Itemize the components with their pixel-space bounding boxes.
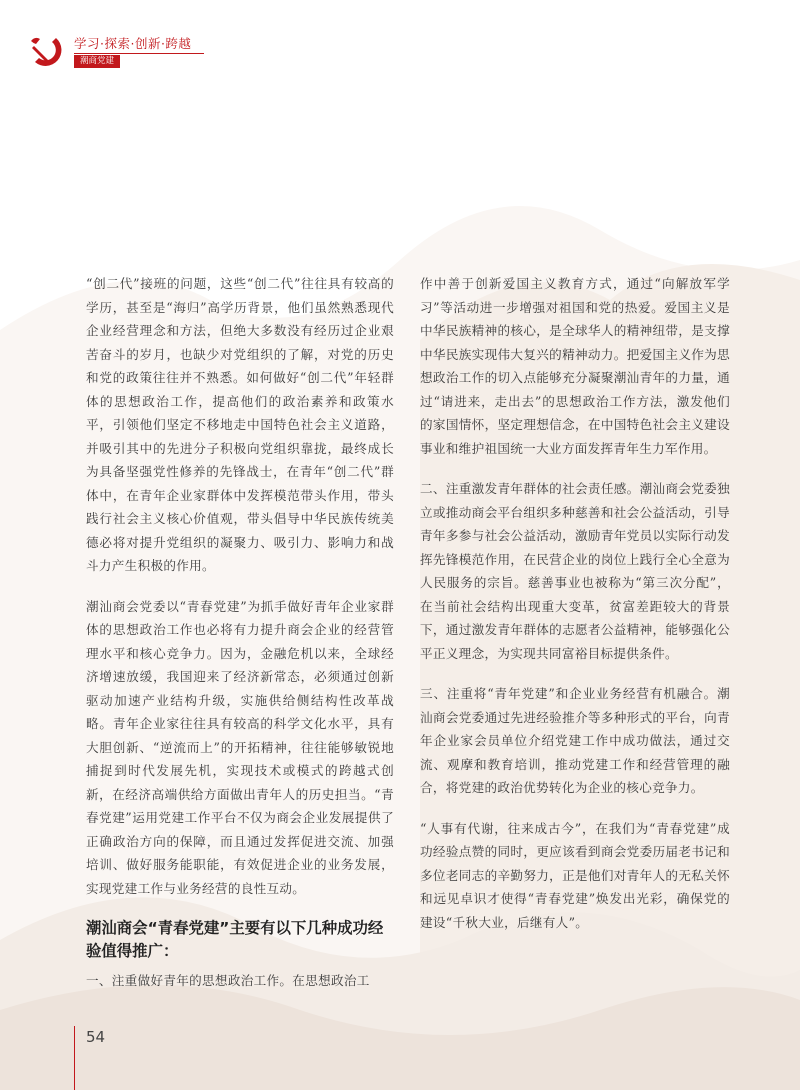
party-emblem-icon — [26, 32, 66, 72]
section-tag: 潮商党建 — [74, 55, 120, 68]
header-divider — [74, 53, 204, 54]
section-subheading: 潮汕商会“青春党建”主要有以下几种成功经验值得推广： — [86, 919, 384, 960]
body-paragraph: “人事有代谢，往来成古今”，在我们为“青春党建”成功经验点赞的同时，更应该看到商会党委历届老书记和多位老同志的辛勤努力，正是他们对青年人的无私关怀和远见卓识才使得“青春党建”焕发出光彩，确保党的建设“千秋大业，后继有人”。 — [420, 820, 730, 930]
page-header — [0, 0, 800, 70]
footer-divider — [74, 1026, 75, 1090]
body-paragraph: 潮汕商会党委以“青春党建”为抓手做好青年企业家群体的思想政治工作也必将有力提升商会企业的经营管理水平和核心竞争力。因为，金融危机以来，全球经济增速放缓，我国迎来了经济新常态，必须通过创新驱动加速产业结构升级，实施供给侧结构性改革战略。青年企业家往往具有较高的科学文化水平，具有大胆创新、“逆流而上”的开拓精神，往往能够敏锐地捕捉到时代发展先机，实现技术或模式的跨越式创新，在经济高端供给方面做出青年人的历史担当。“青春党建”运用党建工作平台不仅为商会企业发展提供了正确政治方向的保障，而且通过发挥促进交流、加强培训、做好服务能职能，有效促进企业的业务发展，实现党建工作与业务经营的良性互动。 — [86, 598, 394, 896]
body-paragraph: 作中善于创新爱国主义教育方式，通过“向解放军学习”等活动进一步增强对祖国和党的热爱。爱国主义是中华民族精神的核心，是全球华人的精神纽带，是支撑中华民族实现伟大复兴的精神动力。把爱国主义作为思想政治工作的切入点能够充分凝聚潮汕青年的力量，通过“请进来，走出去”的思想政治工作方法，激发他们的家国情怀，坚定理想信念，在中国特色社会主义建设事业和维护祖国统一大业方面发挥青年生力军作用。 — [420, 276, 730, 456]
body-paragraph: “创二代”接班的问题，这些“创二代”往往具有较高的学历，甚至是“海归”高学历背景，他们虽然熟悉现代企业经营理念和方法，但绝大多数没有经历过企业艰苦奋斗的岁月，也缺少对党组织的了解，对党的历史和党的政策往往并不熟悉。如何做好“创二代”年轻群体的思想政治工作，提高他们的政治素养和政策水平，引领他们坚定不移地走中国特色社会主义道路，并吸引其中的先进分子积极向党组织靠拢，最终成长为具备坚强党性修养的先锋战士，在青年“创二代”群体中，在青年企业家群体中发挥模范带头作用，带头践行社会主义核心价值观，带头倡导中华民族传统美德必将对提升党组织的凝聚力、吸引力、影响力和战斗力产生积极的作用。 — [86, 276, 394, 573]
body-paragraph: 二、注重激发青年群体的社会责任感。潮汕商会党委独立或推动商会平台组织多种慈善和社会公益活动，引导青年多参与社会公益活动，激励青年党员以实际行动发挥先锋模范作用，在民营企业的岗位上践行全心全意为人民服务的宗旨。慈善事业也被称为“第三次分配”，在当前社会结构出现重大变革，贫富差距较大的背景下，通过激发青年群体的志愿者公益精神，能够强化公平正义理念，为实现共同富裕目标提供条件。 — [420, 481, 730, 661]
body-paragraph: 一、注重做好青年的思想政治工作。在思想政治工 — [86, 973, 370, 988]
right-column — [420, 272, 730, 951]
header-slogan: 学习·探索·创新·跨越 — [74, 36, 192, 51]
body-paragraph: 三、注重将“青年党建”和企业业务经营有机融合。潮汕商会党委通过先进经验推介等多种形式的平台，向青年企业家会员单位介绍党建工作中成功做法，通过交流、观摩和教育培训，推动党建工作和经营管理的融合，将党建的政治优势转化为企业的核心竞争力。 — [420, 686, 730, 795]
left-column — [86, 272, 394, 1010]
page-number: 54 — [86, 1028, 106, 1046]
